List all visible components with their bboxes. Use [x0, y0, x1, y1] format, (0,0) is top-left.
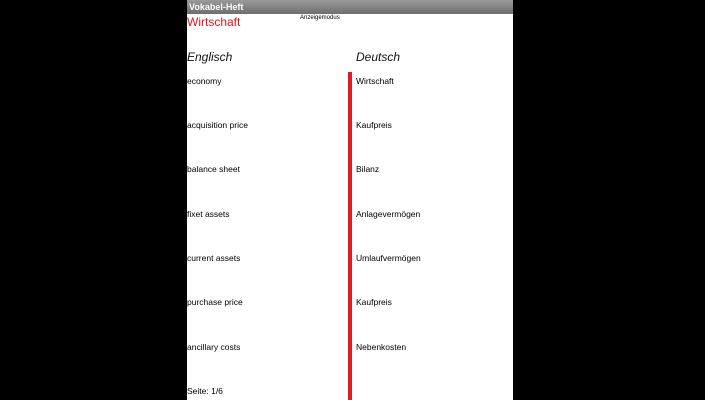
- vocab-english[interactable]: purchase price: [187, 297, 243, 307]
- app-title: Vokabel-Heft: [189, 2, 244, 12]
- vocab-german[interactable]: Nebenkosten: [356, 342, 407, 352]
- vocab-english[interactable]: ancillary costs: [187, 342, 241, 352]
- vocab-english[interactable]: acquisition price: [187, 120, 248, 130]
- vocab-german[interactable]: Bilanz: [356, 164, 380, 174]
- vocab-german[interactable]: Kaufpreis: [356, 297, 392, 307]
- mode-label[interactable]: Anzeigemodus: [300, 15, 340, 21]
- vocab-english[interactable]: balance sheet: [187, 164, 240, 174]
- vocab-english[interactable]: economy: [187, 76, 222, 86]
- vocab-german[interactable]: Wirtschaft: [356, 76, 394, 86]
- column-header-german: Deutsch: [356, 50, 401, 64]
- page-indicator: Seite: 1/6: [187, 386, 223, 396]
- app-screen: [187, 0, 513, 400]
- vocab-english[interactable]: current assets: [187, 253, 241, 263]
- app-title-bar: [187, 0, 513, 14]
- column-header-english: Englisch: [187, 50, 233, 64]
- column-divider: [348, 72, 352, 400]
- category-title: Wirtschaft: [187, 15, 241, 29]
- vocab-german[interactable]: Kaufpreis: [356, 120, 392, 130]
- vocab-german[interactable]: Umlaufvermögen: [356, 253, 421, 263]
- vocab-english[interactable]: fixet assets: [187, 209, 230, 219]
- vocab-german[interactable]: Anlagevermögen: [356, 209, 421, 219]
